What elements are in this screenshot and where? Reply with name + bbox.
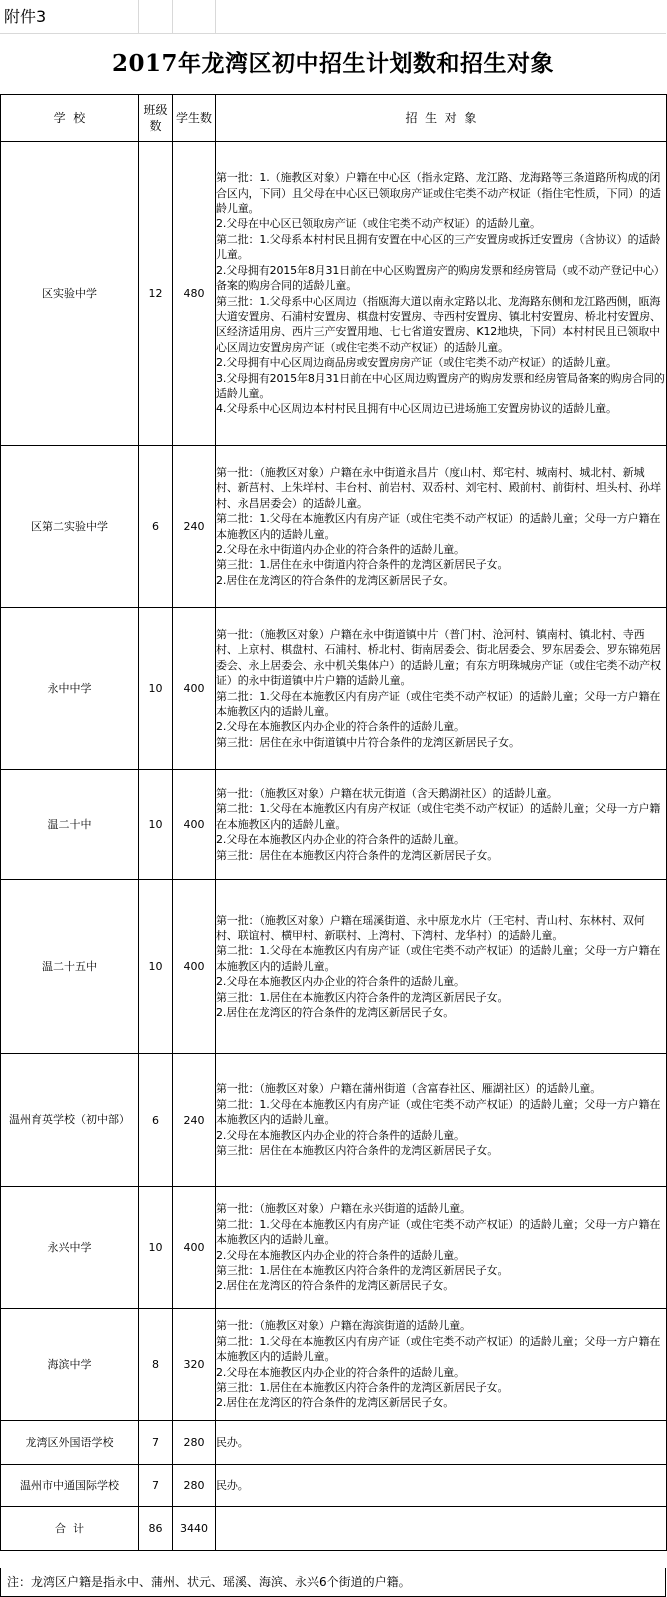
school-name: 温州育英学校（初中部） xyxy=(1,1054,139,1187)
target-line: 第二批：1.父母系本村村民且拥有安置在中心区的三产安置房或拆迁安置房（含协议）的适龄儿童。 xyxy=(216,232,661,262)
student-count: 400 xyxy=(173,1187,216,1309)
student-count: 320 xyxy=(173,1309,216,1421)
enrollment-targets xyxy=(216,1054,667,1187)
target-line: 2.居住在龙湾区的符合条件的龙湾区新居民子女。 xyxy=(216,573,455,587)
student-count: 280 xyxy=(173,1465,216,1507)
target-line: 2.父母在本施教区内办企业的符合条件的适龄儿童。 xyxy=(216,720,465,734)
school-name: 温二十五中 xyxy=(1,880,139,1054)
class-count: 10 xyxy=(139,1187,173,1309)
target-line: 第三批：居住在本施教区内符合条件的龙湾区新居民子女。 xyxy=(216,1144,499,1158)
target-line: 2.居住在龙湾区的符合条件的龙湾区新居民子女。 xyxy=(216,1279,455,1293)
school-name: 区实验中学 xyxy=(1,142,139,446)
table-row xyxy=(1,880,667,1054)
enrollment-targets xyxy=(216,446,667,608)
sheet-gridline xyxy=(215,0,216,34)
annex-label: 附件3 xyxy=(4,7,47,26)
target-line: 第三批：1.居住在永中街道内符合条件的龙湾区新居民子女。 xyxy=(216,558,509,572)
student-count: 400 xyxy=(173,608,216,770)
class-count: 10 xyxy=(139,608,173,770)
target-line: 第二批：1.父母在本施教区内有房产证（或住宅类不动产权证）的适龄儿童；父母一方户籍在本施教区内的适龄儿童。 xyxy=(216,1217,661,1247)
student-count: 400 xyxy=(173,880,216,1054)
target-line: 第一批：（施教区对象）户籍在永兴街道的适龄儿童。 xyxy=(216,1202,471,1216)
student-count: 400 xyxy=(173,770,216,880)
target-line: 第二批：1.父母在本施教区内有房产权证（或住宅类不动产权证）的适龄儿童；父母一方户籍在本施教区内的适龄儿童。 xyxy=(216,802,661,831)
student-count: 240 xyxy=(173,1054,216,1187)
target-line: 2.父母拥有中心区周边商品房或安置房房产证（或住宅类不动产权证）的适龄儿童。 xyxy=(216,356,617,370)
target-line: 第二批：1.父母在本施教区内有房产证（或住宅类不动产权证）的适龄儿童；父母一方户籍在本施教区内的适龄儿童。 xyxy=(216,1334,661,1364)
school-name: 温二十中 xyxy=(1,770,139,880)
target-line: 第三批：1.居住在本施教区内符合条件的龙湾区新居民子女。 xyxy=(216,990,509,1004)
target-line: 第一批：1.（施教区对象）户籍在中心区（指永定路、龙江路、龙海路等三条道路所构成的闭合区内，下同）且父母在中心区已领取房产证或住宅类不动产权证（指住宅性质，下同）的适龄儿童。 xyxy=(216,171,661,216)
class-count: 8 xyxy=(139,1309,173,1421)
table-row xyxy=(1,446,667,608)
table-row xyxy=(1,608,667,770)
enrollment-targets xyxy=(216,608,667,770)
table-header-row xyxy=(1,95,667,142)
target-line: 第三批：1.父母系中心区周边（指瓯海大道以南永定路以北、龙海路东侧和龙江路西侧，瓯海大道安置房、石浦村安置房、棋盘村安置房、寺西村安置房、镇北村安置房、桥北村安置房、区经济适用房、西片三产安置用地、七七省道安置房、K12地块，下同）本村村民且已领取中心区周边安置房房产证（或住宅类不动产权证）的适龄儿童。 xyxy=(216,294,661,354)
target-line: 第三批：居住在永中街道镇中片符合条件的龙湾区新居民子女。 xyxy=(216,735,520,749)
target-line: 2.父母在中心区已领取房产证（或住宅类不动产权证）的适龄儿童。 xyxy=(216,217,541,231)
table-row xyxy=(1,1309,667,1421)
sheet-gridline xyxy=(172,0,173,34)
target-line: 第二批：1.父母在本施教区内有房产证（或住宅类不动产权证）的适龄儿童；父母一方户籍在本施教区内的适龄儿童。 xyxy=(216,512,661,541)
enrollment-table xyxy=(0,94,667,1551)
total-targets-empty xyxy=(216,1507,667,1551)
enrollment-targets xyxy=(216,770,667,880)
target-line: 2.父母在本施教区内办企业的符合条件的适龄儿童。 xyxy=(216,975,465,989)
enrollment-targets xyxy=(216,1309,667,1421)
total-label: 合 计 xyxy=(1,1507,139,1551)
target-line: 2.父母拥有2015年8月31日前在中心区购置房产的购房发票和经房管局（或不动产登记中心）备案的购房合同的适龄儿童。 xyxy=(216,263,665,293)
target-line: 民办。 xyxy=(216,1478,249,1492)
header-students: 学生数 xyxy=(173,95,216,142)
enrollment-targets xyxy=(216,142,667,446)
class-count: 6 xyxy=(139,1054,173,1187)
school-name: 龙湾区外国语学校 xyxy=(1,1421,139,1465)
target-line: 第三批：居住在本施教区内符合条件的龙湾区新居民子女。 xyxy=(216,848,499,862)
school-name: 区第二实验中学 xyxy=(1,446,139,608)
target-line: 第一批：（施教区对象）户籍在瑶溪街道、永中原龙水片（王宅村、青山村、东林村、双何村、联谊村、横甲村、新联村、上湾村、下湾村、龙华村）的适龄儿童。 xyxy=(216,913,645,942)
class-count: 10 xyxy=(139,880,173,1054)
target-line: 第一批：（施教区对象）户籍在蒲州街道（含富春社区、雁湖社区）的适龄儿童。 xyxy=(216,1082,602,1096)
enrollment-targets xyxy=(216,1465,667,1507)
target-line: 第二批：1.父母在本施教区内有房产证（或住宅类不动产权证）的适龄儿童；父母一方户籍在本施教区内的适龄儿童。 xyxy=(216,944,661,973)
class-count: 6 xyxy=(139,446,173,608)
target-line: 2.父母在永中街道内办企业的符合条件的适龄儿童。 xyxy=(216,542,465,556)
header-school: 学 校 xyxy=(1,95,139,142)
target-line: 第三批：1.居住在本施教区内符合条件的龙湾区新居民子女。 xyxy=(216,1263,509,1277)
target-line: 第一批：（施教区对象）户籍在海滨街道的适龄儿童。 xyxy=(216,1319,471,1333)
school-name: 温州市中通国际学校 xyxy=(1,1465,139,1507)
target-line: 第一批：（施教区对象）户籍在状元街道（含天鹅湖社区）的适龄儿童。 xyxy=(216,786,558,800)
target-line: 4.父母系中心区周边本村村民且拥有中心区周边已进场施工安置房协议的适龄儿童。 xyxy=(216,402,617,416)
table-row xyxy=(1,1465,667,1507)
class-count: 7 xyxy=(139,1421,173,1465)
footnote: 注：龙湾区户籍是指永中、蒲州、状元、瑶溪、海滨、永兴6个街道的户籍。 xyxy=(0,1568,666,1597)
table-row xyxy=(1,142,667,446)
student-count: 480 xyxy=(173,142,216,446)
target-line: 第二批：1.父母在本施教区内有房产证（或住宅类不动产权证）的适龄儿童；父母一方户籍在本施教区内的适龄儿童。 xyxy=(216,1097,661,1127)
table-row xyxy=(1,770,667,880)
table-row xyxy=(1,1421,667,1465)
student-count: 240 xyxy=(173,446,216,608)
header-targets: 招 生 对 象 xyxy=(216,95,667,142)
table-row xyxy=(1,1054,667,1187)
class-count: 7 xyxy=(139,1465,173,1507)
enrollment-targets xyxy=(216,880,667,1054)
total-row xyxy=(1,1507,667,1551)
enrollment-targets xyxy=(216,1421,667,1465)
sheet-gridline xyxy=(0,33,666,34)
target-line: 第一批：（施教区对象）户籍在永中街道镇中片（普门村、沧河村、镇南村、镇北村、寺西村、上京村、棋盘村、石浦村、桥北村、街南居委会、街北居委会、罗东居委会、罗东锦苑居委会、永上居委会、永中机关集体户）的适龄儿童；有东方明珠城房产证（或住宅类不动产权证）的永中街道镇中片户籍的适龄儿童。 xyxy=(216,627,661,688)
target-line: 2.居住在龙湾区的符合条件的龙湾区新居民子女。 xyxy=(216,1396,455,1410)
target-line: 2.父母在本施教区内办企业的符合条件的适龄儿童。 xyxy=(216,1128,465,1142)
school-name: 海滨中学 xyxy=(1,1309,139,1421)
total-students: 3440 xyxy=(173,1507,216,1551)
school-name: 永中中学 xyxy=(1,608,139,770)
target-line: 民办。 xyxy=(216,1435,249,1449)
target-line: 第二批：1.父母在本施教区内有房产证（或住宅类不动产权证）的适龄儿童；父母一方户籍在本施教区内的适龄儿童。 xyxy=(216,689,661,718)
target-line: 第一批：（施教区对象）户籍在永中街道永昌片（度山村、郑宅村、城南村、城北村、新城村、新莒村、上朱垟村、丰台村、前岩村、双岙村、刘宅村、殿前村、前街村、坦头村、孙垟村、永昌居委会）的适龄儿童。 xyxy=(216,465,661,510)
school-name: 永兴中学 xyxy=(1,1187,139,1309)
target-line: 第三批：1.居住在本施教区内符合条件的龙湾区新居民子女。 xyxy=(216,1380,509,1394)
target-line: 2.父母在本施教区内办企业的符合条件的适龄儿童。 xyxy=(216,1248,465,1262)
header-classes: 班级数 xyxy=(139,95,173,142)
target-line: 2.居住在龙湾区的符合条件的龙湾区新居民子女。 xyxy=(216,1006,455,1020)
enrollment-targets xyxy=(216,1187,667,1309)
class-count: 10 xyxy=(139,770,173,880)
table-row xyxy=(1,1187,667,1309)
target-line: 3.父母拥有2015年8月31日前在中心区周边购置房产的购房发票和经房管局备案的购房合同的适龄儿童。 xyxy=(216,371,665,400)
page-title: 2017年龙湾区初中招生计划数和招生对象 xyxy=(111,50,554,77)
sheet-gridline xyxy=(138,0,139,34)
student-count: 280 xyxy=(173,1421,216,1465)
table-body xyxy=(1,142,667,1551)
target-line: 2.父母在本施教区内办企业的符合条件的适龄儿童。 xyxy=(216,833,465,847)
total-classes: 86 xyxy=(139,1507,173,1551)
class-count: 12 xyxy=(139,142,173,446)
target-line: 2.父母在本施教区内办企业的符合条件的适龄儿童。 xyxy=(216,1365,465,1379)
